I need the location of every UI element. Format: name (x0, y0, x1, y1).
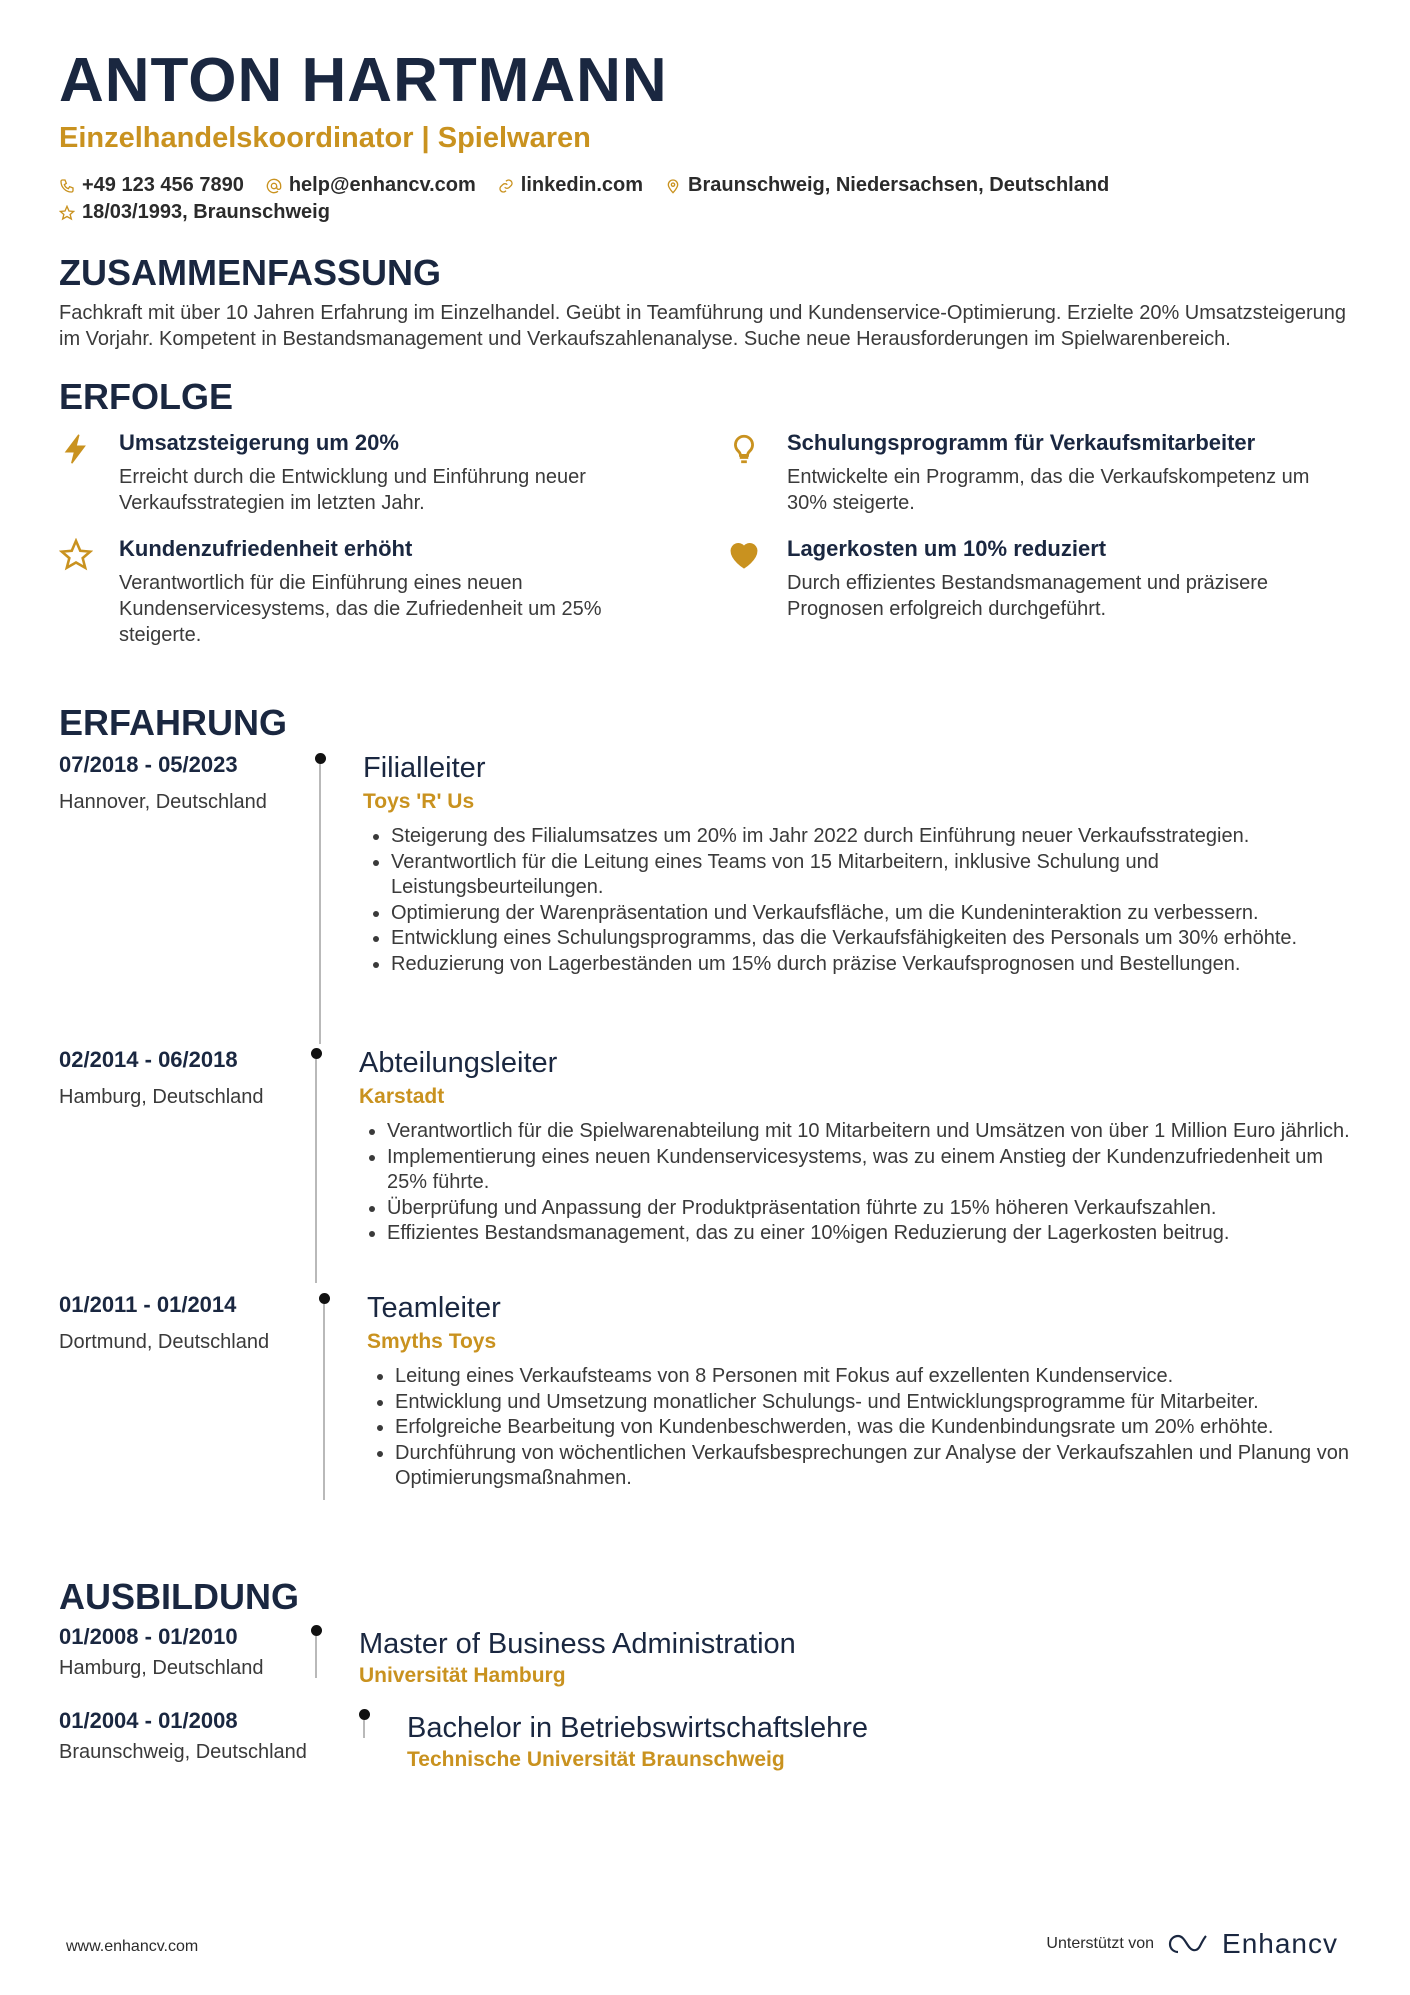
achievement-desc: Verantwortlich für die Einführung eines neuen Kundenservicesystems, das die Zufriedenheit um 25% steigerte. (119, 572, 602, 646)
contact-info (59, 172, 1259, 226)
job-bullet: • Durchführung von wöchentlichen Verkaufsbesprechungen zur Analyse der Verkaufszahlen und Planung von Optimierungsmaßnahmen. (395, 1441, 1367, 1492)
achievement-desc: Erreicht durch die Entwicklung und Einführung neuer Verkaufsstrategien im letzten Jahr. (119, 466, 586, 514)
job-meta (59, 1045, 309, 1111)
candidate-title: Einzelhandelskoordinator | Spielwaren (59, 122, 591, 154)
summary-text: Fachkraft mit über 10 Jahren Erfahrung im Einzelhandel. Geübt in Teamführung und Kundenservice-Optimierung. Erzielte 20% Umsatzsteigerung im Vorjahr. Kompetent in Bestandsmanagement und Verkaufszahlenanalyse. Suche neue Herausforderungen im Spielwarenbereich. (59, 302, 1346, 350)
footer-branding[interactable] (1046, 1928, 1338, 1960)
timeline-line (315, 1059, 317, 1283)
job-dates: 07/2018 - 05/2023 (59, 752, 238, 777)
education-school: Technische Universität Braunschweig (407, 1748, 785, 1771)
star-outline-icon (59, 205, 75, 221)
job-meta (59, 750, 309, 816)
timeline-dot (311, 1048, 322, 1059)
brand-name: Enhancv (1222, 1928, 1338, 1959)
heart-icon (727, 538, 767, 578)
powered-by-text: Unterstützt von (1046, 1935, 1155, 1952)
map-pin-icon (665, 178, 681, 194)
phone-text: +49 123 456 7890 (82, 174, 244, 196)
job-bullet: • Steigerung des Filialumsatzes um 20% im Jahr 2022 durch Einführung neuer Verkaufsstrategien. (391, 824, 1363, 850)
achievements-grid (59, 428, 1359, 678)
job-role: Abteilungsleiter (359, 1047, 558, 1079)
achievement-title: Kundenzufriedenheit erhöht (119, 536, 413, 561)
timeline-line (363, 1720, 365, 1738)
resume-page (59, 46, 1359, 678)
achievement-desc: Entwickelte ein Programm, das die Verkaufskompetenz um 30% steigerte. (787, 466, 1310, 514)
link-icon (498, 178, 514, 194)
job-bullet: • Erfolgreiche Bearbeitung von Kundenbeschwerden, was die Kundenbindungsrate um 20% erhöhte. (395, 1415, 1367, 1441)
job-company: Karstadt (359, 1085, 445, 1108)
job-bullet: • Leitung eines Verkaufsteams von 8 Personen mit Fokus auf exzellenten Kundenservice. (395, 1364, 1367, 1390)
job-role: Teamleiter (367, 1292, 501, 1324)
education-school: Universität Hamburg (359, 1664, 566, 1687)
job-bullets (359, 1119, 1359, 1247)
timeline-dot (359, 1709, 370, 1720)
phone-contact[interactable] (59, 172, 244, 199)
timeline-dot (319, 1293, 330, 1304)
job-role: Filialleiter (363, 752, 486, 784)
achievement-title: Umsatzsteigerung um 20% (119, 430, 399, 455)
achievement-desc: Durch effizientes Bestandsmanagement und präzisere Prognosen erfolgreich durchgeführt. (787, 572, 1269, 620)
achievements-heading: ERFOLGE (59, 376, 234, 417)
lightbulb-icon (727, 432, 767, 472)
timeline-dot (311, 1625, 322, 1636)
job-bullet: • Effizientes Bestandsmanagement, das zu einer 10%igen Reduzierung der Lagerkosten beitrug. (387, 1221, 1359, 1247)
achievement-title: Schulungsprogramm für Verkaufsmitarbeiter (787, 430, 1256, 455)
job-dates: 02/2014 - 06/2018 (59, 1047, 238, 1072)
timeline-line (323, 1304, 325, 1500)
at-icon (266, 178, 282, 194)
job-bullet: • Entwicklung eines Schulungsprogramms, das die Verkaufsfähigkeiten des Personals um 30% erhöhte. (391, 926, 1363, 952)
birth-text: 18/03/1993, Braunschweig (82, 201, 330, 223)
job-location: Hamburg, Deutschland (59, 1086, 264, 1108)
job-company: Smyths Toys (367, 1330, 497, 1353)
location-text: Braunschweig, Niedersachsen, Deutschland (688, 174, 1110, 196)
education-dates: 01/2004 - 01/2008 (59, 1708, 238, 1733)
job-bullet: • Verantwortlich für die Leitung eines Teams von 15 Mitarbeitern, inklusive Schulung und Leistungsbeurteilungen. (391, 850, 1363, 901)
achievement-title: Lagerkosten um 10% reduziert (787, 536, 1107, 561)
linkedin-text: linkedin.com (520, 174, 644, 196)
job-details (363, 750, 1363, 978)
job-location: Hannover, Deutschland (59, 791, 267, 813)
star-icon (59, 538, 99, 578)
education-details (407, 1710, 1307, 1774)
education-meta (59, 1622, 309, 1682)
achievement-item (727, 428, 1317, 516)
job-dates: 01/2011 - 01/2014 (59, 1292, 237, 1317)
education-heading: AUSBILDUNG (59, 1576, 299, 1617)
job-location: Dortmund, Deutschland (59, 1331, 270, 1353)
email-text: help@enhancv.com (288, 174, 476, 196)
candidate-name: ANTON HARTMANN (59, 46, 668, 115)
job-details (359, 1045, 1359, 1247)
job-details (367, 1290, 1367, 1492)
phone-icon (59, 178, 75, 194)
education-dates: 01/2008 - 01/2010 (59, 1624, 238, 1649)
job-bullet: • Optimierung der Warenpräsentation und Verkaufsfläche, um die Kundeninteraktion zu verbessern. (391, 901, 1363, 927)
linkedin-contact[interactable] (498, 172, 643, 199)
timeline-dot (315, 753, 326, 764)
job-bullet: • Implementierung eines neuen Kundenservicesystems, was zu einem Anstieg der Kundenzufriedenheit um 25% führte. (387, 1145, 1359, 1196)
achievement-item (727, 534, 1317, 622)
education-details (359, 1626, 1259, 1690)
job-bullet: • Entwicklung und Umsetzung monatlicher Schulungs- und Entwicklungsprogramme für Mitarbeiter. (395, 1390, 1367, 1416)
footer-website[interactable]: www.enhancv.com (66, 1938, 199, 1955)
job-meta (59, 1290, 309, 1356)
timeline-line (315, 1636, 317, 1678)
enhancv-logo-icon (1166, 1932, 1210, 1956)
achievement-item (59, 534, 649, 648)
summary-heading: ZUSAMMENFASSUNG (59, 252, 442, 293)
birth-contact (59, 199, 330, 226)
education-location: Hamburg, Deutschland (59, 1657, 264, 1679)
bolt-icon (59, 432, 99, 472)
job-bullet: • Reduzierung von Lagerbeständen um 15% durch präzise Verkaufsprognosen und Bestellungen. (391, 952, 1363, 978)
education-degree: Master of Business Administration (359, 1628, 796, 1660)
achievement-item (59, 428, 649, 516)
job-company: Toys 'R' Us (363, 790, 475, 813)
job-bullets (363, 824, 1363, 978)
email-contact[interactable] (266, 172, 476, 199)
job-bullet: • Verantwortlich für die Spielwarenabteilung mit 10 Mitarbeitern und Umsätzen von über 1 Million Euro jährlich. (387, 1119, 1359, 1145)
job-bullet: • Überprüfung und Anpassung der Produktpräsentation führte zu 15% höheren Verkaufszahlen. (387, 1196, 1359, 1222)
timeline-line (319, 764, 321, 1044)
experience-heading: ERFAHRUNG (59, 702, 288, 743)
location-contact (665, 172, 1109, 199)
education-degree: Bachelor in Betriebswirtschaftslehre (407, 1712, 868, 1744)
education-meta (59, 1706, 359, 1766)
job-bullets (367, 1364, 1367, 1492)
education-location: Braunschweig, Deutschland (59, 1741, 307, 1763)
